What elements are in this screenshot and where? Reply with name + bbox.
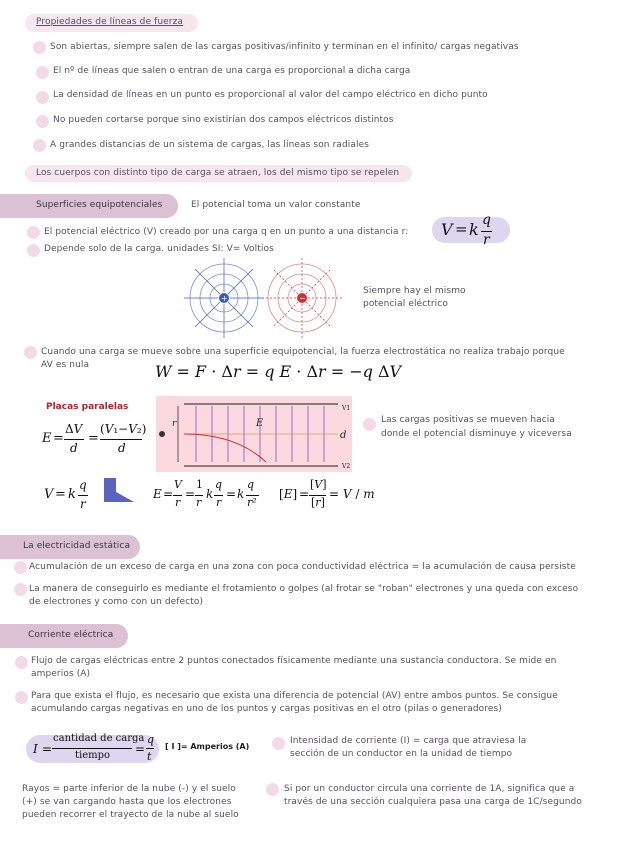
svg-text:V1: V1: [342, 405, 351, 412]
note-text: Los cuerpos con distinto tipo de carga se atraen, los del mismo tipo se repelen: [36, 168, 400, 178]
bullet-dot: [36, 91, 49, 104]
bullet-dot: [14, 561, 27, 574]
intensity-definition: sección de un conductor en la unidad de tiempo: [290, 749, 513, 759]
section-title: La electricidad estática: [23, 541, 131, 551]
rayos-note: pueden recorrer el trayecto de la nube al suelo: [22, 810, 239, 820]
list-item: El nº de líneas que salen o entran de una carga es proporcional a dicha carga: [53, 66, 411, 76]
list-item: Cuando una carga se mueve sobre una superficie equipotencial, la fuerza electrostática no realiza trabajo porque: [41, 347, 565, 357]
formula-numerator: cantidad de carga: [53, 733, 145, 744]
list-item: Depende solo de la carga. unidades SI: V= Voltios: [44, 244, 274, 254]
list-item: amperios (A): [31, 669, 91, 679]
bullet-dot: [33, 139, 46, 152]
positive-charge-field: [184, 258, 264, 338]
current-example: través de una sección cualquiera pasa una carga de 1C/segundo: [284, 797, 582, 807]
section-subtitle: El potencial toma un valor constante: [191, 200, 361, 210]
bullet-dot: [36, 115, 49, 128]
formula-current: I = cantidad de carga tiempo = q t: [33, 733, 155, 763]
bullet-dot: [27, 226, 40, 239]
list-item: acumulando cargas negativas en uno de los puntos y cargas positivas en el otro (pilas o generadores): [31, 704, 502, 714]
list-item: AV es nula: [41, 360, 90, 370]
list-item: No pueden cortarse porque sino existirían dos campos eléctricos distintos: [53, 115, 394, 125]
bullet-dot: [266, 783, 279, 796]
formula-field-relation: E = V r = 1 r k q r = k q r²: [153, 478, 263, 514]
bullet-dot: [24, 346, 37, 359]
parallel-plates-diagram: [156, 396, 352, 472]
list-item: Flujo de cargas eléctricas entre 2 puntos conectados físicamente mediante una sustancia conductora. Se mide en: [31, 656, 557, 666]
list-item: El potencial eléctrico (V) creado por una carga q en un punto a una distancia r:: [44, 227, 409, 237]
svg-text:d: d: [340, 430, 347, 441]
svg-text:−: −: [299, 294, 306, 303]
section-title-lineas-fuerza: Propiedades de líneas de fuerza: [36, 17, 184, 27]
rayos-note: (+) se van cargando hasta que los electrones: [22, 797, 232, 807]
negative-charge-field: [262, 258, 342, 338]
section-title: Superficies equipotenciales: [36, 200, 163, 210]
bullet-dot: [15, 691, 28, 704]
formula-denominator: tiempo: [75, 750, 111, 761]
intensity-definition: Intensidad de corriente (I) = carga que atraviesa la: [290, 736, 527, 746]
formula-potential: V = k q r: [441, 212, 491, 248]
list-item: A grandes distancias de un sistema de cargas, las líneas son radiales: [50, 140, 370, 150]
current-unit-label: [ I ]= Amperios (A): [165, 742, 250, 751]
diagram-note: Siempre hay el mismo: [363, 286, 466, 296]
section-title: Corriente eléctrica: [28, 630, 114, 640]
arrow-icon: [102, 476, 136, 506]
list-item: La densidad de líneas en un punto es proporcional al valor del campo eléctrico en dicho punto: [53, 90, 488, 100]
plates-note: donde el potencial disminuye y viceversa: [381, 429, 572, 439]
svg-text:+: +: [221, 294, 228, 303]
bullet-dot: [33, 41, 46, 54]
rayos-note: Rayos = parte inferior de la nube (-) y el suelo: [22, 784, 236, 794]
list-item: Acumulación de un exceso de carga en una zona con poca conductividad eléctrica = la acumulación de causa persiste: [29, 562, 576, 572]
formula-field-units: [E] = [V] [r] = V / m: [279, 478, 375, 509]
svg-text:V2: V2: [342, 463, 351, 470]
diagram-note: potencial eléctrico: [363, 299, 448, 309]
equipotential-diagram: [182, 258, 362, 340]
plates-title: Placas paralelas: [46, 402, 129, 412]
bullet-dot: [272, 737, 285, 750]
bullet-dot: [14, 583, 27, 596]
bullet-dot: [36, 66, 49, 79]
bullet-dot: [363, 418, 376, 431]
list-item: Son abiertas, siempre salen de las cargas positivas/infinito y terminan en el infinito/ cargas negativas: [50, 42, 519, 52]
bullet-dot: [27, 244, 40, 257]
bullet-dot: [15, 656, 28, 669]
list-item: de electrones y como con un defecto): [29, 597, 204, 607]
svg-text:r: r: [172, 419, 177, 429]
plates-note: Las cargas positivas se mueven hacia: [381, 415, 555, 425]
formula-plates-field: E = ΔV d = (V₁−V₂) d: [42, 422, 147, 455]
formula-work: W = F · Δr = q E · Δr = −q ΔV: [155, 362, 402, 381]
list-item: La manera de conseguirlo es mediante el frotamiento o golpes (al frotar se "roban" electrones y una queda con exceso: [29, 584, 579, 594]
current-example: Si por un conductor circula una corriente de 1A, significa que a: [284, 784, 575, 794]
svg-text:E: E: [256, 418, 264, 429]
formula-potential-2: V = k q r: [44, 478, 87, 511]
list-item: Para que exista el flujo, es necesario que exista una diferencia de potencial (AV) entre ambos puntos. Se consigue: [31, 691, 558, 701]
